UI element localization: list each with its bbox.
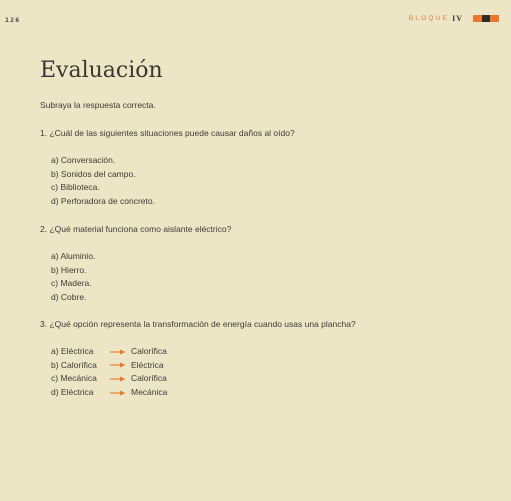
option-1c[interactable]: c) Biblioteca. bbox=[51, 182, 100, 193]
option-3b[interactable] bbox=[51, 359, 167, 373]
option-2a[interactable]: a) Aluminio. bbox=[51, 251, 96, 261]
option-3c-from: c) Mecánica bbox=[51, 373, 97, 384]
option-3a-from: a) Eléctrica bbox=[51, 346, 94, 356]
option-2b[interactable]: b) Hierro. bbox=[51, 264, 87, 275]
arrow-right-icon bbox=[107, 349, 129, 355]
option-3b-from: b) Calorífica bbox=[51, 359, 97, 370]
option-3c-to: Calorífica bbox=[131, 373, 167, 384]
instruction-text: Subraya la respuesta correcta. bbox=[40, 100, 156, 110]
option-3a-to: Calorífica bbox=[131, 346, 167, 356]
page-number: 126 bbox=[5, 16, 21, 24]
option-2d[interactable]: d) Cobre. bbox=[51, 291, 87, 302]
bar-segment-2 bbox=[482, 15, 490, 22]
option-1d[interactable]: d) Perforadora de concreto. bbox=[51, 195, 155, 206]
question-1: 1. ¿Cuál de las siguientes situaciones puede causar daños al oído? bbox=[40, 128, 295, 138]
option-3a[interactable] bbox=[51, 345, 167, 359]
question-3: 3. ¿Qué opción representa la transformación de energía cuando usas una plancha? bbox=[40, 319, 356, 329]
bloque-number: IV bbox=[452, 14, 463, 23]
arrow-right-icon bbox=[107, 390, 129, 396]
arrow-right-icon bbox=[107, 376, 129, 382]
question-2-options bbox=[51, 250, 95, 304]
bar-segment-1 bbox=[473, 15, 482, 22]
bloque-header bbox=[409, 14, 499, 23]
option-3b-to: Eléctrica bbox=[131, 359, 164, 370]
page-title: Evaluación bbox=[40, 58, 163, 83]
question-2: 2. ¿Qué material funciona como aislante eléctrico? bbox=[40, 224, 232, 234]
option-1a[interactable]: a) Conversación. bbox=[51, 155, 116, 165]
option-2c[interactable]: c) Madera. bbox=[51, 278, 92, 289]
option-3d[interactable] bbox=[51, 386, 167, 400]
option-3d-to: Mecánica bbox=[131, 386, 168, 397]
option-3c[interactable] bbox=[51, 372, 167, 386]
option-3d-from: d) Eléctrica bbox=[51, 386, 94, 397]
bloque-label: BLOQUE bbox=[408, 15, 450, 22]
bar-segment-3 bbox=[490, 15, 499, 22]
question-3-options bbox=[51, 345, 167, 399]
option-1b[interactable]: b) Sonidos del campo. bbox=[51, 168, 136, 179]
bloque-color-bar bbox=[473, 15, 499, 22]
question-1-options bbox=[51, 154, 155, 208]
arrow-right-icon bbox=[107, 362, 129, 368]
